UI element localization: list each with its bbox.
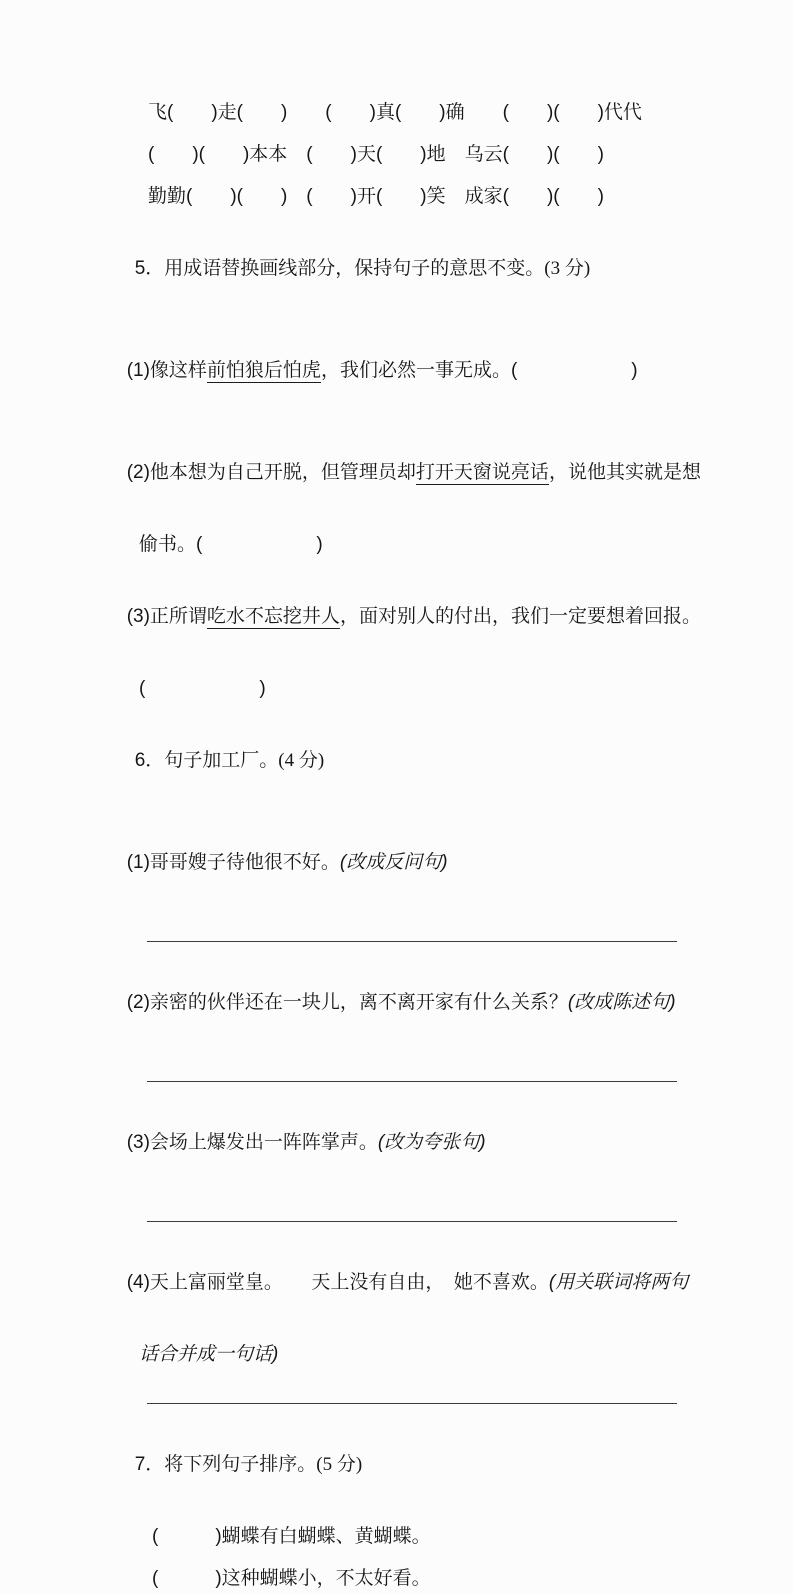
answer-blank-line — [147, 941, 677, 942]
question-6-score: (4 分) — [278, 750, 325, 771]
question-7-title: 7．将下列句子排序。 — [134, 1454, 317, 1475]
item-text: (3)会场上爆发出一阵阵掌声。 — [126, 1132, 378, 1153]
item-text: (2)亲密的伙伴还在一块儿，离不离开家有什么关系？ — [126, 992, 568, 1013]
idiom-fill-exercise — [95, 98, 713, 212]
question-6-item-1 — [95, 818, 713, 908]
item-text: ，面对别人的付出，我们一定要想着回报。 — [339, 606, 701, 627]
question-7-heading — [95, 1420, 713, 1510]
underlined-phrase: 吃水不忘挖井人 — [206, 606, 340, 627]
question-6-title: 6．句子加工厂。 — [134, 750, 279, 771]
answer-blank-line — [147, 1403, 677, 1404]
question-5 — [95, 224, 713, 704]
question-5-score: (3 分) — [544, 258, 591, 279]
question-5-item-2-continuation: 偷书。( ) — [139, 534, 323, 555]
item-text: (3)正所谓 — [126, 606, 207, 627]
question-6-item-4-note-continuation: 话合并成一句话) — [139, 1344, 279, 1365]
item-text: (1)哥哥嫂子待他很不好。 — [126, 852, 340, 873]
question-5-title: 5．用成语替换画线部分，保持句子的意思不变。 — [134, 258, 545, 279]
idiom-row-2: ( )( )本本 ( )天( )地 乌云( )( ) — [148, 144, 604, 165]
item-instruction-note: (改为夸张句) — [377, 1132, 486, 1153]
question-6 — [95, 716, 713, 1404]
question-7-item-1: ( )蝴蝶有白蝴蝶、黄蝴蝶。 — [152, 1526, 431, 1547]
idiom-row-1: 飞( )走( ) ( )真( )确 ( )( )代代 — [148, 102, 642, 123]
question-6-item-3 — [95, 1098, 713, 1188]
question-5-item-2 — [95, 428, 713, 518]
question-5-heading — [95, 224, 713, 314]
item-instruction-note: (改成陈述句) — [567, 992, 676, 1013]
underlined-phrase: 前怕狼后怕虎 — [206, 360, 321, 381]
item-text: (4)天上富丽堂皇。 天上没有自由， 她不喜欢。 — [126, 1272, 549, 1293]
question-7 — [95, 1420, 713, 1594]
item-text: ，说他其实就是想 — [548, 462, 701, 483]
question-6-heading — [95, 716, 713, 806]
item-text: ，我们必然一事无成。( ) — [320, 360, 638, 381]
item-instruction-note: (改成反问句) — [339, 852, 448, 873]
answer-blank-line — [147, 1081, 677, 1082]
question-5-item-3-continuation: ( ) — [139, 678, 266, 699]
question-6-item-2 — [95, 958, 713, 1048]
question-7-item-2: ( )这种蝴蝶小，不太好看。 — [152, 1568, 431, 1589]
question-7-score: (5 分) — [316, 1454, 363, 1475]
item-text: (2)他本想为自己开脱，但管理员却 — [126, 462, 416, 483]
idiom-row-3: 勤勤( )( ) ( )开( )笑 成家( )( ) — [148, 186, 604, 207]
question-5-item-1 — [95, 326, 713, 416]
question-6-item-4 — [95, 1238, 713, 1328]
item-text: (1)像这样 — [126, 360, 207, 381]
answer-blank-line — [147, 1221, 677, 1222]
item-instruction-note: (用关联词将两句 — [548, 1272, 689, 1293]
question-5-item-3 — [95, 572, 713, 662]
underlined-phrase: 打开天窗说亮话 — [415, 462, 549, 483]
